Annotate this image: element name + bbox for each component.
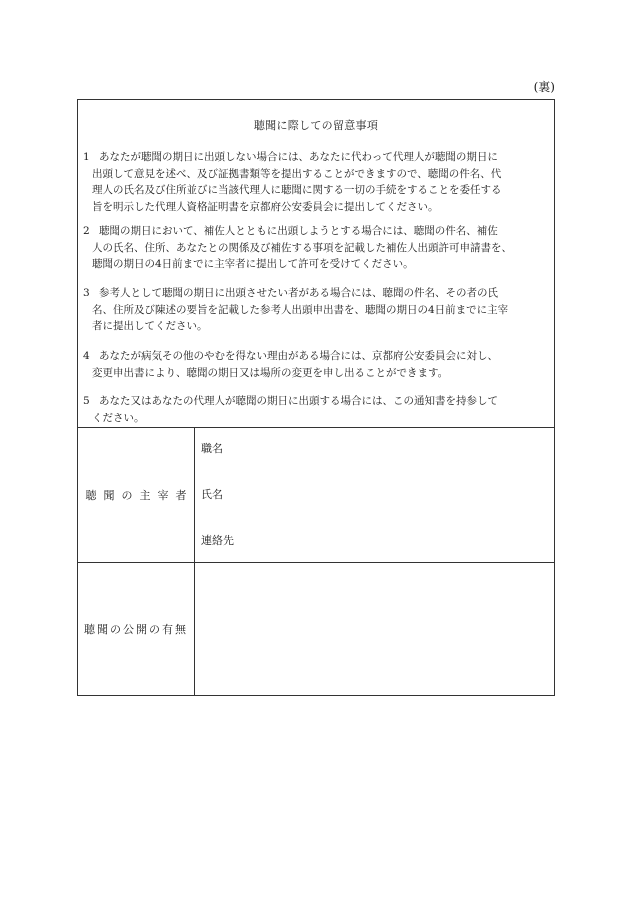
publicity-label-cell [78,562,195,695]
note-line: 聴聞の期日の4日前までに主宰者に提出して許可を受けてください。 [92,258,414,270]
note-text: あなた又はあなたの代理人が聴聞の期日に出頭する場合には、この通知書を持参して [99,395,498,407]
note-line [83,395,498,407]
note-line: 変更申出書により、聴聞の期日又は場所の変更を申し出ることができます。 [92,366,449,379]
note-number: 4 [83,350,90,362]
note-line: 名、住所及び陳述の要旨を記載した参考人出頭申出書を、聴聞の期日の4日前までに主宰 [92,303,509,316]
host-position-label: 職名 [201,442,223,455]
notes-title: 聴聞に際しての留意事項 [253,119,379,132]
host-label-cell [78,427,195,562]
note-item-1 [83,149,551,215]
note-line: 者に提出してください。 [92,320,208,332]
note-item-4 [83,348,551,381]
note-text: 聴聞の期日において、補佐人とともに出頭しようとする場合には、聴聞の件名、補佐 [99,225,498,237]
note-line: 人の氏名、住所、あなたとの関係及び補佐する事項を記載した補佐人出頭許可申請書を、 [92,241,512,254]
note-text: あなたが聴聞の期日に出頭しない場合には、あなたに代わって代理人が聴聞の期日に [99,151,498,163]
note-number: 3 [83,287,90,299]
note-line: ください。 [92,411,145,424]
page-side-marker: (裏) [533,80,555,94]
note-text: 参考人として聴聞の期日に出頭させたい者がある場合には、聴聞の件名、その者の氏 [99,287,498,299]
host-contact-label: 連絡先 [201,534,234,547]
host-label: 聴聞の主宰者 [85,488,194,502]
host-row [78,427,554,563]
note-line [83,350,498,362]
note-line: 旨を明示した代理人資格証明書を京都府公安委員会に提出してください。 [92,200,439,213]
host-name-label: 氏名 [201,488,223,501]
note-item-3 [83,285,551,335]
note-line [83,287,498,299]
notes-section [78,100,554,428]
note-number: 2 [83,225,90,237]
note-item-5 [83,393,551,426]
note-line: 理人の氏名及び住所並びに当該代理人に聴聞に関する一切の手続をすることを委任する [92,184,502,196]
note-line [83,225,498,237]
note-line: 出頭して意見を述べ、及び証拠書類等を提出することができますので、聴聞の件名、代 [92,167,502,180]
notice-form [77,99,555,696]
note-number: 1 [83,151,90,163]
publicity-label: 聴聞の公開の有無 [84,622,188,636]
note-text: あなたが病気その他のやむを得ない理由がある場合には、京都府公安委員会に対し、 [99,350,498,362]
note-number: 5 [83,395,90,407]
note-item-2 [83,223,551,273]
note-line [83,151,498,163]
publicity-row [78,562,554,695]
